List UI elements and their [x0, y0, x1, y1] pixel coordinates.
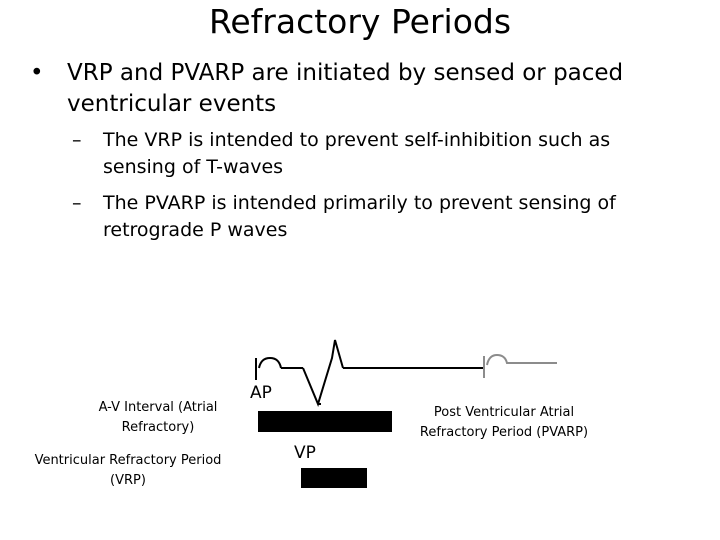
vrp-label: Ventricular Refractory Period (VRP) [34, 453, 222, 488]
dash-marker: – [72, 129, 82, 151]
pvarp-label: Post Ventricular Atrial Refractory Period (PVARP) [419, 405, 589, 440]
vrp-bar [301, 468, 367, 488]
av-interval-bar [258, 411, 392, 432]
slide-title: Refractory Periods [208, 2, 512, 41]
dash-marker: – [72, 192, 82, 214]
ap-label: AP [250, 383, 272, 403]
av-interval-label: A-V Interval (Atrial Refractory) [98, 400, 218, 435]
bullet-text: VRP and PVARP are initiated by sensed or paced ventricular events [67, 60, 624, 117]
p-wave [259, 358, 281, 368]
vp-label: VP [294, 443, 316, 463]
sub-bullet-text: The VRP is intended to prevent self-inhibition such as sensing of T-waves [103, 129, 611, 178]
bullet-marker: • [30, 60, 44, 86]
faded-p-wave [487, 355, 557, 365]
ventricular-pace-spike [303, 340, 343, 404]
sub-bullet-text: The PVARP is intended primarily to prevent sensing of retrograde P waves [103, 192, 616, 241]
